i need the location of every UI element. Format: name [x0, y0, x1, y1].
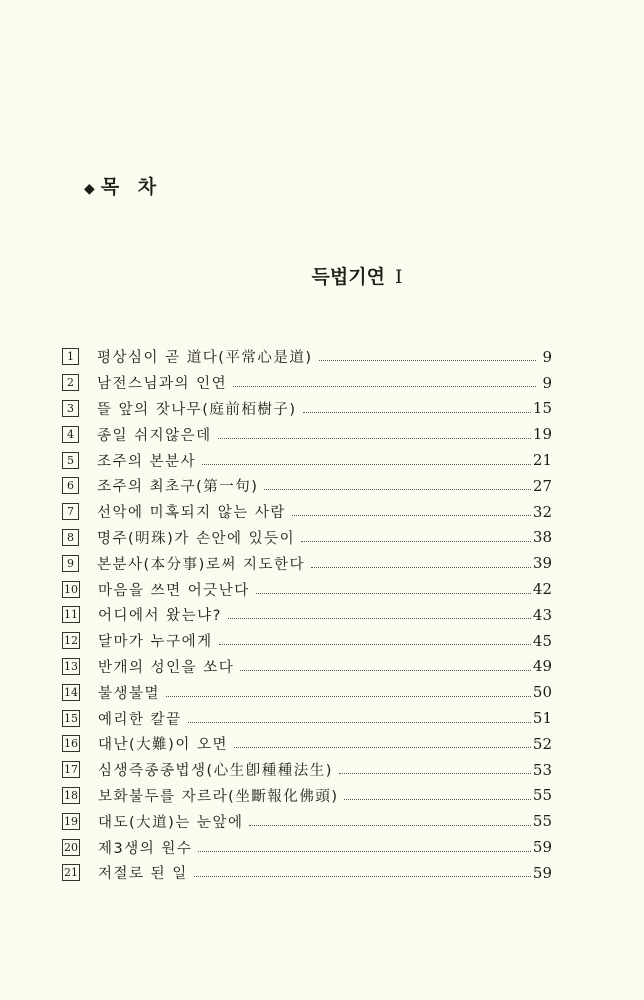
entry-number-box: 10 [64, 582, 78, 596]
toc-entry [62, 370, 552, 396]
dot-leader [198, 851, 531, 852]
entry-number-box: 17 [64, 763, 78, 777]
entry-title: 남전스님과의 인연 [97, 376, 228, 393]
entry-title: 예리한 칼끝 [98, 711, 182, 728]
entry-page: 32 [532, 502, 552, 521]
entry-page: 39 [532, 554, 552, 573]
dot-leader [218, 438, 531, 439]
dot-leader [219, 644, 531, 645]
entry-number-box: 4 [62, 426, 79, 443]
entry-title: 어디에서 왔는냐? [98, 608, 222, 625]
dot-leader [264, 489, 530, 490]
toc-entry [62, 808, 552, 834]
dot-leader [339, 773, 531, 774]
entry-number-box: 8 [62, 529, 79, 546]
entry-number-box: 14 [64, 685, 78, 699]
entry-title: 마음을 쓰면 어긋난다 [98, 582, 250, 599]
entry-title: 선악에 미혹되지 않는 사람 [97, 505, 286, 522]
toc-entry [62, 525, 552, 551]
entry-page: 42 [532, 580, 552, 599]
entry-number-box: 2 [62, 374, 79, 391]
entry-page: 55 [532, 812, 552, 831]
toc-entry [62, 834, 552, 860]
dot-leader [301, 541, 531, 542]
toc-entry [62, 499, 552, 525]
entry-title: 불생불멸 [98, 685, 161, 702]
entry-title: 평상심이 곧 道다(平常心是道) [97, 350, 313, 367]
entry-title: 조주의 본분사 [97, 453, 197, 470]
toc-entry [62, 705, 552, 731]
dot-leader [166, 696, 531, 697]
dot-leader [240, 670, 531, 671]
entry-page: 50 [532, 683, 552, 702]
toc-entry [62, 757, 552, 783]
entry-number-box: 20 [64, 840, 78, 854]
entry-title: 저절로 된 일 [98, 866, 188, 883]
entry-page: 21 [532, 451, 552, 470]
toc-entry [62, 576, 552, 602]
entry-page: 55 [532, 786, 552, 805]
toc-entry [62, 860, 552, 886]
dot-leader [228, 618, 531, 619]
entry-title: 뜰 앞의 잣나무(庭前栢樹子) [97, 401, 297, 418]
entry-page: 53 [532, 760, 552, 779]
entry-number-box: 21 [64, 866, 78, 880]
entry-number-box: 19 [64, 814, 78, 828]
entry-page: 45 [532, 631, 552, 650]
entry-page: 27 [532, 476, 552, 495]
entry-page: 38 [532, 528, 552, 547]
entry-title: 제3생의 원수 [98, 840, 193, 857]
entry-number-box: 15 [64, 711, 78, 725]
diamond-bullet-icon: ◆ [84, 181, 95, 197]
entry-page: 51 [532, 709, 552, 728]
entry-page: 52 [532, 734, 552, 753]
entry-number-box: 7 [62, 503, 79, 520]
entry-number-box: 5 [62, 452, 79, 469]
section-numeral: I [394, 266, 403, 288]
entry-page: 9 [542, 373, 552, 392]
entry-number-box: 6 [62, 477, 79, 494]
toc-heading [84, 172, 162, 199]
entry-number-box: 9 [62, 555, 79, 572]
entry-number-box: 3 [62, 400, 79, 417]
section-heading [0, 262, 644, 289]
toc-entry [62, 628, 552, 654]
dot-leader [188, 722, 531, 723]
toc-entry [62, 654, 552, 680]
entry-number-box: 11 [64, 608, 78, 622]
entry-page: 19 [532, 425, 552, 444]
entry-number-box: 18 [64, 788, 78, 802]
toc-entry [62, 602, 552, 628]
entry-number-box: 1 [62, 348, 79, 365]
entry-title: 심생즉종종법생(心生卽種種法生) [98, 763, 333, 780]
dot-leader [344, 799, 530, 800]
dot-leader [233, 386, 536, 387]
toc-entry [62, 421, 552, 447]
entry-title: 보화불두를 자르라(坐斷報化佛頭) [98, 788, 339, 805]
dot-leader [311, 567, 531, 568]
entry-page: 59 [532, 863, 552, 882]
dot-leader [249, 825, 530, 826]
dot-leader [292, 515, 531, 516]
entry-page: 15 [532, 399, 552, 418]
entry-page: 43 [532, 605, 552, 624]
dot-leader [319, 360, 536, 361]
section-title: 득법기연 [311, 266, 385, 288]
entry-title: 종일 쉬지않은데 [97, 427, 212, 444]
entry-page: 59 [532, 838, 552, 857]
entry-number-box: 13 [64, 659, 78, 673]
dot-leader [234, 747, 531, 748]
toc-entry [62, 679, 552, 705]
toc-entry [62, 550, 552, 576]
entry-title: 반개의 성인을 쏘다 [98, 659, 235, 676]
toc-list [62, 344, 552, 886]
toc-entry [62, 473, 552, 499]
entry-number-box: 16 [64, 737, 78, 751]
toc-entry [62, 731, 552, 757]
dot-leader [194, 876, 531, 877]
entry-title: 조주의 최초구(第一句) [97, 479, 259, 496]
entry-number-box: 12 [64, 634, 78, 648]
entry-title: 명주(明珠)가 손안에 있듯이 [97, 530, 296, 547]
entry-title: 대도(大道)는 눈앞에 [98, 814, 244, 831]
entry-page: 9 [542, 347, 552, 366]
toc-entry [62, 396, 552, 422]
dot-leader [303, 412, 531, 413]
toc-entry [62, 344, 552, 370]
toc-entry [62, 447, 552, 473]
toc-entry [62, 783, 552, 809]
entry-title: 본분사(本分事)로써 지도한다 [97, 556, 305, 573]
dot-leader [202, 464, 531, 465]
toc-heading-text: 목 차 [100, 176, 163, 198]
entry-page: 49 [532, 657, 552, 676]
dot-leader [256, 593, 531, 594]
entry-title: 달마가 누구에게 [98, 634, 213, 651]
entry-title: 대난(大難)이 오면 [98, 737, 228, 754]
